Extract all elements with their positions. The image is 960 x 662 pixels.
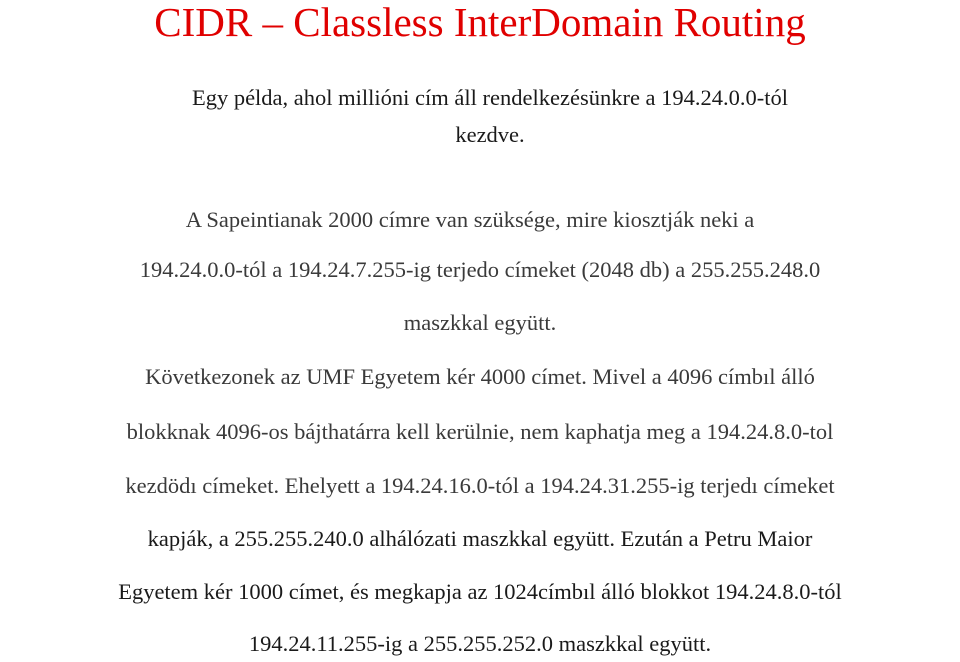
text-line-7: blokknak 4096-os bájthatárra kell kerülnie, nem kaphatja meg a 194.24.8.0-tol (126, 419, 834, 444)
text-line-4: 194.24.0.0-tól a 194.24.7.255-ig terjedo címeket (2048 db) a 255.255.248.0 (139, 257, 821, 282)
text-line-10: Egyetem kér 1000 címet, és megkapja az 1024címbıl álló blokkot 194.24.8.0-tól (118, 579, 842, 604)
text-line-2: kezdve. (455, 122, 525, 147)
text-line-8: kezdödı címeket. Ehelyett a 194.24.16.0-tól a 194.24.31.255-ig terjedı címeket (125, 473, 835, 498)
text-line-1: Egy példa, ahol millióni cím áll rendelkezésünkre a 194.24.0.0-tól (191, 85, 789, 110)
slide-title: CIDR – Classless InterDomain Routing (154, 0, 806, 45)
text-line-3: A Sapeintianak 2000 címre van szüksége, mire kiosztják neki a (185, 207, 755, 232)
text-line-11: 194.24.11.255-ig a 255.255.252.0 maszkkal együtt. (248, 631, 712, 656)
text-line-6: Következonek az UMF Egyetem kér 4000 címet. Mivel a 4096 címbıl álló (145, 364, 815, 389)
text-line-5: maszkkal együtt. (403, 310, 557, 335)
text-line-9: kapják, a 255.255.240.0 alhálózati maszkkal együtt. Ezután a Petru Maior (147, 526, 813, 551)
